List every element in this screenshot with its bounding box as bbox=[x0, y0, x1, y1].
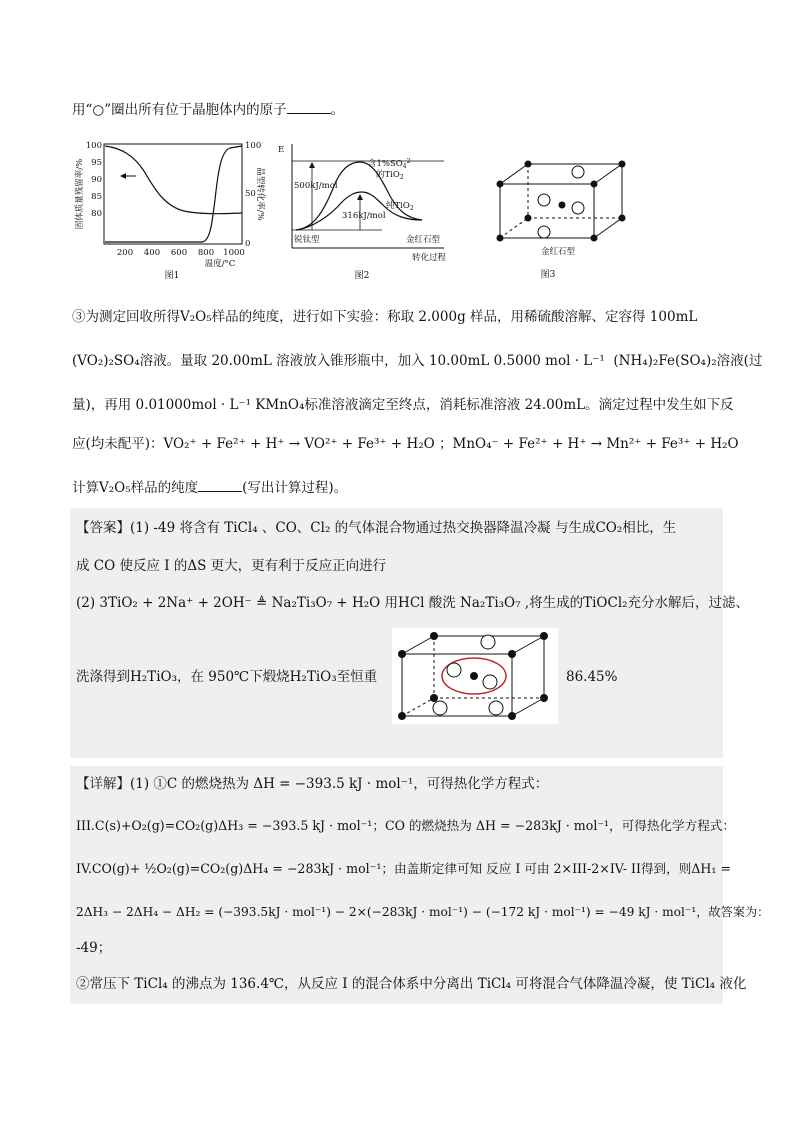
answer-line-2: 成 CO 使反应 I 的ΔS 更大，更有利于反应正向进行 bbox=[76, 558, 387, 574]
answer-blank[interactable] bbox=[287, 101, 331, 114]
fig1-ylabel-left: 固体质量残留率/% bbox=[75, 158, 85, 230]
fig1-ltick: 90 bbox=[91, 175, 102, 185]
fig2-label-500: 500kJ/mol bbox=[294, 181, 338, 191]
fig1-xtick: 800 bbox=[197, 248, 215, 258]
figure-3 bbox=[482, 150, 632, 284]
fig1-ltick: 80 bbox=[91, 209, 102, 219]
circle-symbol: ○ bbox=[92, 102, 105, 118]
detail-line-1: 【详解】(1) ①C 的燃烧热为 ΔH = −393.5 kJ · mol⁻¹，可得热化学方程式： bbox=[76, 776, 549, 792]
fig1-ltick: 85 bbox=[91, 192, 102, 202]
intro-text-1: 用“ bbox=[72, 102, 93, 118]
svg-text:含1%SO42-: 含$1\%SO_4^{2-}$ bbox=[368, 158, 413, 170]
fig1-arrowhead bbox=[120, 173, 126, 179]
fig2-ylabel: E bbox=[278, 145, 285, 155]
fig1-rtick: 0 bbox=[245, 239, 251, 249]
fig1-ltick: 100 bbox=[85, 141, 102, 151]
fig1-rtick: 100 bbox=[245, 141, 262, 151]
detail-line-5: -49； bbox=[76, 940, 112, 956]
intro-text-2: ”圈出所有位于晶胞体内的原子 bbox=[104, 102, 287, 118]
detail-line-6: ②常压下 TiCl₄ 的沸点为 136.4℃，从反应 I 的混合体系中分离出 TiCl₄ 可将混合气体降温冷凝，使 TiCl₄ 液化 bbox=[76, 976, 747, 992]
answer-line-4: 洗涤得到H₂TiO₃，在 950℃下煅烧H₂TiO₃至恒重 bbox=[76, 669, 378, 685]
answer-line-1: 【答案】(1) -49 将含有 TiCl₄ 、CO、Cl₂ 的气体混合物通过热交换器降温冷凝 与生成CO₂相比，生 bbox=[76, 520, 677, 536]
q3-line-4: 应(均未配平)：VO₂⁺ + Fe²⁺ + H⁺ → VO²⁺ + Fe³⁺ + H₂O ；MnO₄⁻ + Fe²⁺ + H⁺ → Mn²⁺ + Fe³⁺ + H₂O bbox=[72, 436, 739, 452]
q3-line-5: 计算V₂O₅样品的纯度 (写出计算过程)。 bbox=[72, 480, 348, 496]
figure-1 bbox=[72, 136, 267, 284]
fig1-rtick: 50 bbox=[245, 189, 256, 199]
answer-blank[interactable] bbox=[198, 479, 242, 492]
detail-line-4: 2ΔH₃ − 2ΔH₄ − ΔH₂ = (−393.5kJ · mol⁻¹) − 2×(−283kJ · mol⁻¹) − (−172 kJ · mol⁻¹) = −49 kJ · mol⁻¹，故答案为： bbox=[76, 905, 770, 919]
fig1-ylabel-right: 晶型转化率/% bbox=[255, 167, 265, 221]
detail-line-3: IV.CO(g)+ ½O₂(g)=CO₂(g)ΔH₄ = −283kJ · mol⁻¹；由盖斯定律可知 反应 I 可由 2×III-2×IV- II得到，则ΔH₁ = bbox=[76, 861, 732, 876]
figure-2 bbox=[272, 136, 452, 284]
fig1-mass-curve bbox=[105, 146, 242, 214]
q3-line-3: 量)，再用 0.01000mol · L⁻¹ KMnO₄标准溶液滴定至终点，消耗标准溶液 24.00mL。滴定过程中发生如下反 bbox=[72, 397, 734, 413]
answer-line-3: (2) 3TiO₂ + 2Na⁺ + 2OH⁻ ≜ Na₂Ti₃O₇ + H₂O 用HCl 酸洗 Na₂Ti₃O₇ ,将生成的TiOCl₂充分水解后，过滤、 bbox=[76, 595, 750, 611]
fig1-xlabel: 温度/°C bbox=[204, 259, 236, 269]
fig2-left-phase: 锐钛型 bbox=[294, 235, 320, 245]
q3-line-2: (VO₂)₂SO₄溶液。量取 20.00mL 溶液放入锥形瓶中，加入 10.00mL 0.5000 mol · L⁻¹ (NH₄)₂Fe(SO₄)₂溶液(过 bbox=[72, 353, 763, 369]
fig1-xtick: 200 bbox=[116, 248, 134, 258]
svg-text:的TiO2: 的TiO$_2$ bbox=[376, 170, 404, 181]
fig1-caption: 图1 bbox=[164, 271, 180, 281]
detail-block bbox=[70, 766, 723, 1004]
fig1-xtick: 1000 bbox=[223, 248, 245, 258]
fig3-caption: 图3 bbox=[540, 270, 556, 280]
q3-line-1: ③为测定回收所得V₂O₅样品的纯度，进行如下实验：称取 2.000g 样品，用稀硫酸溶解、定容得 100mL bbox=[72, 309, 698, 325]
fig3-label: 金红石型 bbox=[540, 247, 576, 257]
answer-cell-figure bbox=[392, 628, 558, 724]
fig2-caption: 图2 bbox=[354, 271, 370, 281]
intro-line: 用“○”圈出所有位于晶胞体内的原子 。 bbox=[72, 102, 345, 118]
answer-purity: 86.45% bbox=[566, 669, 618, 685]
fig1-xtick: 400 bbox=[143, 248, 161, 258]
fig1-xtick: 600 bbox=[170, 248, 188, 258]
fig1-conversion-curve bbox=[105, 146, 242, 242]
svg-text:纯TiO2: 纯TiO$_2$ bbox=[386, 201, 414, 212]
fig2-right-phase: 金红石型 bbox=[406, 235, 441, 245]
detail-line-2: III.C(s)+O₂(g)=CO₂(g)ΔH₃ = −393.5 kJ · mol⁻¹；CO 的燃烧热为 ΔH = −283kJ · mol⁻¹，可得热化学方程式： bbox=[76, 818, 735, 833]
fig2-label-316: 316kJ/mol bbox=[342, 211, 386, 221]
fig1-ltick: 95 bbox=[91, 158, 102, 168]
fig2-xlabel: 转化过程 bbox=[412, 253, 447, 263]
